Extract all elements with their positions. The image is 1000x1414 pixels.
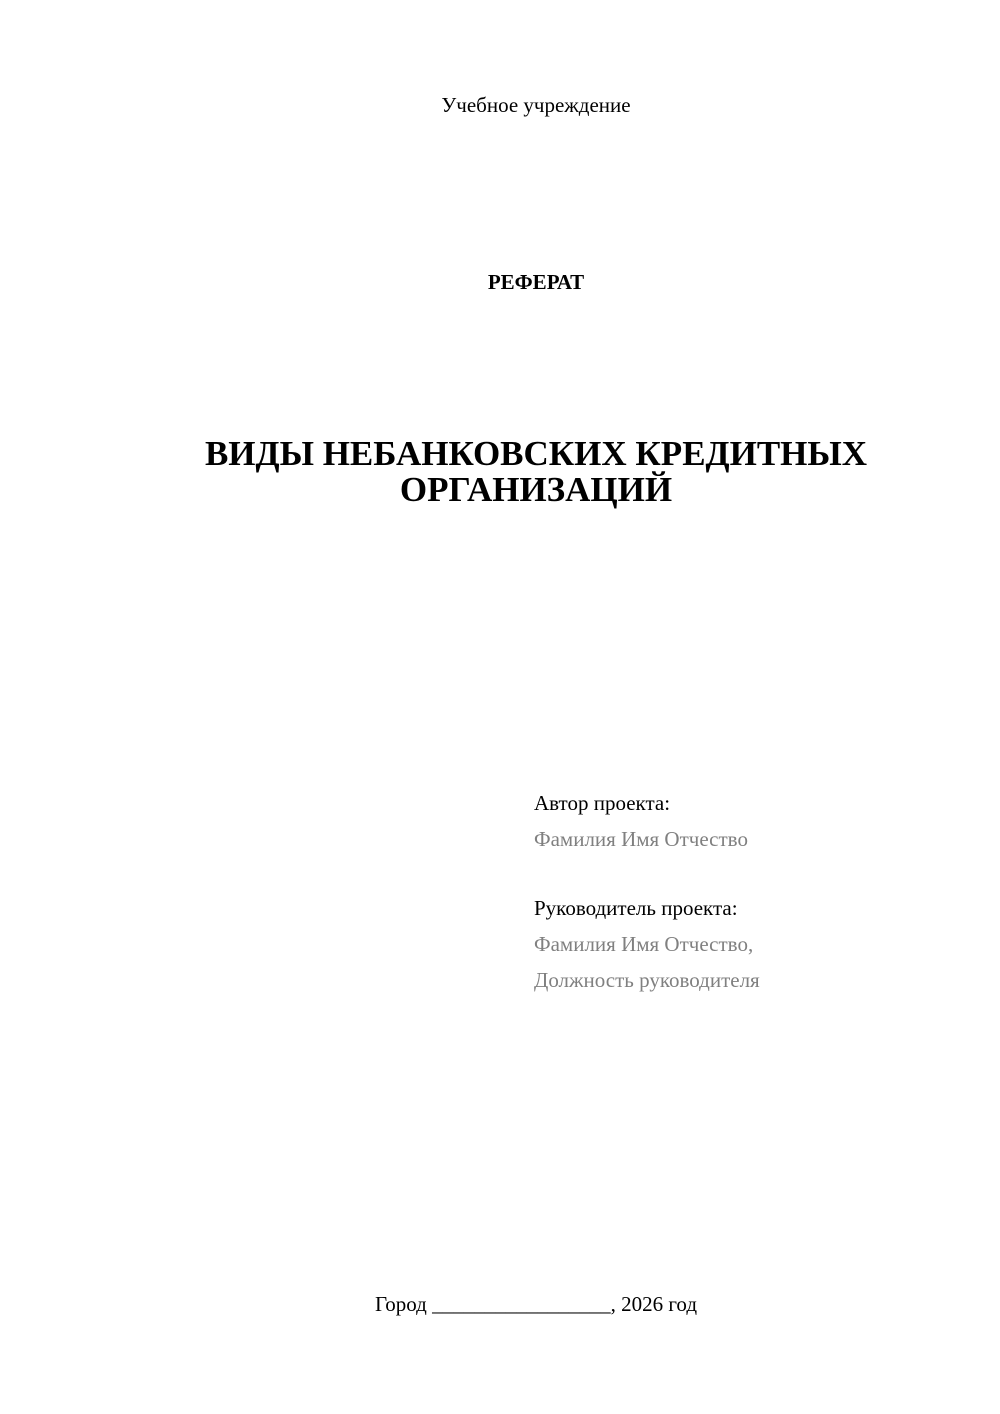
supervisor-position-placeholder: Должность руководителя	[534, 968, 760, 992]
author-label: Автор проекта:	[534, 791, 671, 815]
institution-name: Учебное учреждение	[441, 93, 631, 117]
supervisor-name-placeholder: Фамилия Имя Отчество,	[534, 932, 754, 956]
supervisor-block	[534, 890, 760, 998]
document-type: РЕФЕРАТ	[487, 270, 585, 294]
document-title-line-1: ВИДЫ НЕБАНКОВСКИХ КРЕДИТНЫХ	[204, 434, 868, 473]
author-name-placeholder: Фамилия Имя Отчество	[534, 827, 748, 851]
document-title	[0, 436, 1000, 508]
city-year-line: Город _________________, 2026 год	[374, 1292, 698, 1316]
author-block	[534, 785, 748, 857]
supervisor-label: Руководитель проекта:	[534, 896, 738, 920]
document-title-line-2: ОРГАНИЗАЦИЙ	[399, 470, 673, 509]
